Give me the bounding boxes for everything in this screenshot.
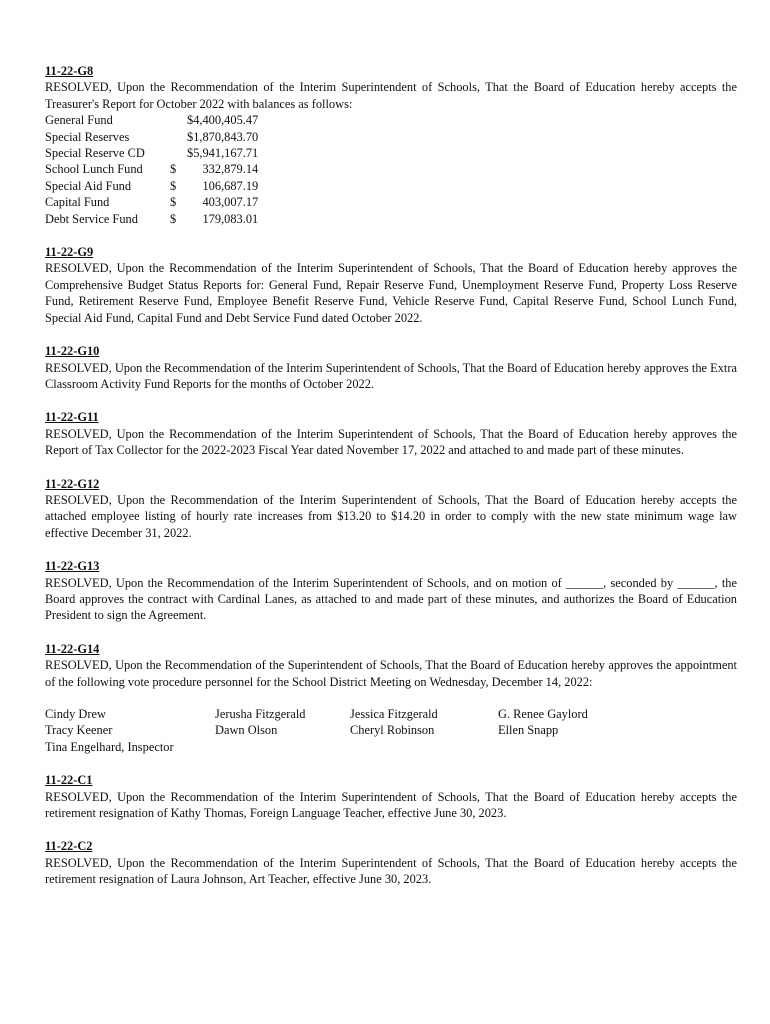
personnel-name: Jessica Fitzgerald — [350, 707, 438, 721]
fund-row — [45, 211, 258, 227]
personnel-name: Jerusha Fitzgerald — [215, 707, 306, 721]
resolution-text: RESOLVED, Upon the Recommendation of the Interim Superintendent of Schools, That the Board of Education hereby approves the Extra Classroom Activity Fund Reports for the months of October 2022. — [45, 360, 737, 391]
resolution-text: RESOLVED, Upon the Recommendation of the Interim Superintendent of Schools, That the Board of Education hereby accepts the attached employee listing of hourly rate increases from $13.20 to $14.20 in order to comply with the new state minimum wage law effective December 31, 2022. — [45, 492, 737, 540]
fund-balance-table — [45, 112, 258, 227]
fund-row — [45, 194, 258, 210]
resolution-c2 — [45, 838, 737, 887]
resolution-heading: 11-22-G9 — [45, 245, 94, 260]
fund-dollar-sign: $ — [170, 178, 177, 193]
personnel-name: Dawn Olson — [215, 723, 278, 738]
document-page — [45, 63, 737, 905]
resolution-g8 — [45, 63, 737, 227]
personnel-name: Cheryl Robinson — [350, 723, 435, 738]
fund-row — [45, 178, 258, 194]
fund-amount: $1,870,843.70 — [187, 129, 259, 144]
fund-amount: 332,879.14 — [202, 162, 259, 177]
fund-dollar-sign — [170, 129, 187, 145]
resolution-text: RESOLVED, Upon the Recommendation of the Interim Superintendent of Schools, That the Board of Education hereby approves the Report of Tax Collector for the 2022-2023 Fiscal Year dated November 17, 2022 and attached to and made part of these minutes. — [45, 426, 737, 458]
fund-amount: 179,083.01 — [202, 211, 259, 226]
personnel-name: Cindy Drew — [45, 707, 106, 721]
fund-row — [45, 129, 258, 145]
personnel-column — [215, 706, 350, 755]
fund-dollar-sign: $ — [170, 162, 177, 177]
fund-name: Special Aid Fund — [45, 178, 132, 193]
fund-name: Capital Fund — [45, 195, 110, 210]
resolution-heading: 11-22-G11 — [45, 410, 99, 425]
fund-amount: $4,400,405.47 — [187, 113, 259, 128]
fund-amount: 403,007.17 — [202, 195, 259, 210]
resolution-g11 — [45, 409, 737, 458]
fund-dollar-sign — [170, 112, 187, 128]
resolution-heading: 11-22-G8 — [45, 64, 94, 78]
resolution-heading: 11-22-C1 — [45, 773, 93, 788]
personnel-name: Tracy Keener — [45, 723, 113, 738]
resolution-c1 — [45, 772, 737, 821]
resolution-heading: 11-22-G10 — [45, 344, 100, 359]
resolution-text: RESOLVED, Upon the Recommendation of the Superintendent of Schools, That the Board of Education hereby approves the appointment of the following vote procedure personnel for the School District Meeting on Wednesday, December 14, 2022: — [45, 658, 737, 689]
fund-dollar-sign: $ — [170, 211, 177, 226]
resolution-heading: 11-22-G13 — [45, 559, 100, 574]
resolution-g10 — [45, 343, 737, 392]
resolution-g12 — [45, 476, 737, 542]
resolution-heading: 11-22-G14 — [45, 641, 100, 656]
resolution-text: RESOLVED, Upon the Recommendation of the Interim Superintendent of Schools, That the Board of Education hereby accepts the retirement resignation of Laura Johnson, Art Teacher, effective June 30, 2023. — [45, 855, 737, 887]
fund-name: Debt Service Fund — [45, 211, 138, 226]
resolution-g14 — [45, 641, 737, 755]
fund-row — [45, 145, 258, 161]
personnel-column — [45, 706, 215, 755]
resolution-text: RESOLVED, Upon the Recommendation of the Interim Superintendent of Schools, That the Board of Education hereby accepts the Treasurer's Report for October 2022 with balances as follows: — [45, 80, 737, 111]
fund-dollar-sign — [170, 145, 187, 161]
fund-name: General Fund — [45, 113, 113, 128]
fund-name: Special Reserves — [45, 129, 130, 144]
resolution-heading: 11-22-C2 — [45, 839, 93, 854]
fund-name: Special Reserve CD — [45, 146, 145, 161]
personnel-name: Ellen Snapp — [498, 723, 559, 738]
fund-name: School Lunch Fund — [45, 162, 143, 177]
personnel-name: Tina Engelhard, Inspector — [45, 739, 174, 754]
personnel-column — [350, 706, 498, 755]
fund-dollar-sign: $ — [170, 195, 177, 210]
fund-row — [45, 112, 258, 128]
fund-amount: 106,687.19 — [202, 178, 259, 193]
resolution-g13 — [45, 558, 737, 624]
fund-amount: $5,941,167.71 — [187, 146, 259, 161]
resolution-text: RESOLVED, Upon the Recommendation of the Interim Superintendent of Schools, That the Board of Education hereby accepts the retirement resignation of Kathy Thomas, Foreign Language Teacher, effective June 30, 2023. — [45, 789, 737, 821]
personnel-name: G. Renee Gaylord — [498, 707, 588, 721]
resolution-text: RESOLVED, Upon the Recommendation of the Interim Superintendent of Schools, and on motion of ______, seconded by ______, the Board approves the contract with Cardinal Lanes, as attached to and made part of these minutes, and authorizes the Board of Education President to sign the Agreement. — [45, 575, 737, 623]
personnel-column — [498, 706, 698, 755]
resolution-heading: 11-22-G12 — [45, 476, 100, 491]
fund-row — [45, 161, 258, 177]
resolution-g9 — [45, 244, 737, 326]
personnel-list — [45, 706, 737, 755]
resolution-text: RESOLVED, Upon the Recommendation of the Interim Superintendent of Schools, That the Board of Education hereby approves the Comprehensive Budget Status Reports for: General Fund, Repair Reserve Fund, Unemployment Reserve Fund, Property Loss Reserve Fund, Retirement Reserve Fund, Employee Benefit Reserve Fund, Vehicle Reserve Fund, Capital Reserve Fund, School Lunch Fund, Special Aid Fund, Capital Fund and Debt Service Fund dated October 2022. — [45, 261, 737, 325]
